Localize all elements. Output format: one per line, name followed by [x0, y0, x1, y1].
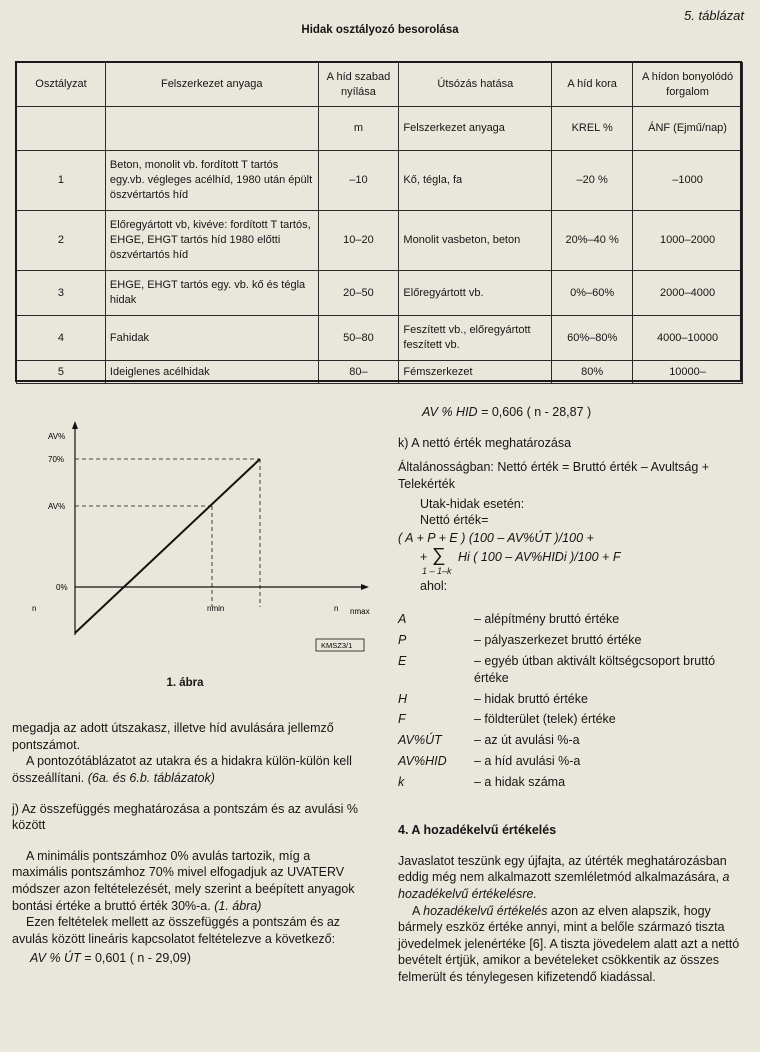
table-cell: 60%–80% — [552, 316, 633, 361]
header-cell: Osztályzat — [17, 63, 106, 107]
definition-symbol: H — [398, 691, 408, 706]
left-column — [12, 720, 362, 966]
table-cell: EHGE, EHGT tartós egy. vb. kő és tégla hidak — [105, 271, 318, 316]
left-paragraph-4: Ezen feltételek mellett az összefüggés a pontszám és az avulás között lineáris kapcsolatot feltételezve a következő: — [12, 915, 341, 946]
definition-row — [398, 711, 738, 728]
right-paragraph-2-b: azon az elven alapszik, hogy bármely eszköz értéke annyi, mint a belőle származó tiszta jövedelmek jelenértéke [6]. A tiszta jövedelem alatt azt a nettó bevételt értjük, amikor a bevételeket csökkentik az összes felmerült és ténylegesen kifizetendő kiadással. — [398, 903, 740, 984]
table-cell: Beton, monolit vb. fordított T tartós egy.vb. végleges acélhíd, 1980 után épült öszvértartós híd — [105, 151, 318, 211]
definition-symbol: F — [398, 712, 406, 727]
table-cell: 4 — [17, 316, 106, 361]
y-tick-av: AV% — [48, 502, 66, 511]
definition-description: – a hidak száma — [474, 775, 566, 789]
formula-hid-lhs: AV % HID = — [422, 405, 492, 419]
subheader-cell: Felszerkezet anyaga — [399, 107, 552, 151]
formula-ut-lhs: AV % ÚT = — [30, 950, 95, 965]
table-row — [17, 361, 743, 384]
definition-description: – pályaszerkezet bruttó értéke — [474, 632, 642, 647]
table-cell: 1 — [17, 151, 106, 211]
table-cell: Fahidak — [105, 316, 318, 361]
subheader-cell — [105, 107, 318, 151]
left-paragraph-1: megadja az adott útszakasz, illetve híd avulására jellemző pontszámot. — [12, 721, 334, 752]
table-cell: 10–20 — [318, 211, 399, 271]
table-row — [17, 271, 743, 316]
table-row — [17, 316, 743, 361]
header-cell: A híd szabad nyílása — [318, 63, 399, 107]
table-row — [17, 151, 743, 211]
table-cell: 3 — [17, 271, 106, 316]
table-header-row — [17, 63, 743, 107]
formula-hid — [398, 404, 743, 421]
x-tick-n: n — [32, 604, 37, 613]
definition-description: – egyéb útban aktivált költségcsoport bruttó értéke — [474, 653, 716, 685]
formula-line-2-text: Hi ( 100 – AV%HIDi )/100 + F — [458, 550, 621, 565]
formula-ut-rhs: 0,601 ( n - 29,09) — [94, 950, 191, 965]
table-cell: 20–50 — [318, 271, 399, 316]
definition-symbol: P — [398, 632, 407, 647]
table-cell: Kő, tégla, fa — [399, 151, 552, 211]
definition-row — [398, 753, 738, 770]
table-cell: 1000–2000 — [633, 211, 743, 271]
left-paragraph-2 — [12, 753, 362, 786]
table-cell: 5 — [17, 361, 106, 384]
subheader-cell: m — [318, 107, 399, 151]
formula-hid-rhs: 0,606 ( n - 28,87 ) — [491, 405, 592, 419]
definition-list — [398, 611, 738, 795]
definition-row — [398, 632, 738, 649]
y-axis-label: AV% — [48, 432, 66, 441]
section-k-heading: k) A nettó érték meghatározása — [398, 435, 572, 450]
header-cell: A híd kora — [552, 63, 633, 107]
table-cell: 2000–4000 — [633, 271, 743, 316]
table-cell: –10 — [318, 151, 399, 211]
roads-label: Utak-hidak esetén: — [420, 496, 525, 511]
section-4-heading: 4. A hozadékelvű értékelés — [398, 823, 557, 837]
definition-symbol: A — [398, 612, 407, 626]
y-tick-0: 0% — [56, 583, 68, 592]
table-cell: 2 — [17, 211, 106, 271]
table-title: Hidak osztályozó besorolása — [301, 24, 459, 36]
right-column-bottom — [398, 822, 740, 986]
left-paragraph-3 — [12, 848, 362, 915]
linear-relation-line — [75, 459, 260, 633]
left-paragraph-3-text: A minimális pontszámhoz 0% avulás tartozik, míg a maximális pontszámhoz 70% mivel elfogadjuk az UVATERV módszer azon feltételezését, mely szerint a beépített anyagok bontási értéke a bruttó érték 30%-a. — [12, 848, 355, 913]
formula-line-1: ( A + P + E ) (100 – AV%ÚT )/100 + — [398, 530, 594, 545]
right-paragraph-2-a: A — [412, 903, 424, 918]
definition-description: – az út avulási %-a — [474, 733, 580, 748]
plus-sign: + — [420, 550, 428, 565]
definition-symbol: AV%HID — [398, 754, 447, 769]
table-cell: 20%–40 % — [552, 211, 633, 271]
table-subheader-row — [17, 107, 743, 151]
right-paragraph-2 — [398, 903, 740, 986]
table-row — [17, 211, 743, 271]
formula-ut — [12, 950, 362, 967]
right-paragraph-1-term: a hozadékelvű értékelésre. — [398, 870, 730, 901]
definition-description: – alépítmény bruttó értéke — [474, 612, 620, 626]
table-cell: 80– — [318, 361, 399, 384]
table-cell: Monolit vasbeton, beton — [399, 211, 552, 271]
definition-symbol: E — [398, 653, 407, 668]
table-cell: 50–80 — [318, 316, 399, 361]
table-cell: Ideiglenes acélhidak — [105, 361, 318, 384]
table-cell: Feszített vb., előregyártott feszített vb. — [399, 316, 552, 361]
figure-1-chart — [20, 415, 380, 695]
table-cell: –1000 — [633, 151, 743, 211]
sum-index: 1 – 1–k — [422, 566, 452, 577]
classification-table — [16, 62, 743, 384]
x-axis-arrow-icon — [361, 584, 369, 590]
definition-row — [398, 611, 738, 628]
definition-row — [398, 774, 738, 791]
table-cell: –20 % — [552, 151, 633, 211]
right-paragraph-1-text: Javaslatot teszünk egy újfajta, az útérték meghatározásban eddig még nem alkalmazott szemléletmód alkalmazására, — [398, 853, 727, 885]
right-paragraph-2-term: hozadékelvű értékelés — [423, 903, 548, 918]
figure-caption: 1. ábra — [166, 677, 204, 689]
sum-icon: ∑ — [432, 545, 446, 567]
table-cell: Előregyártott vb, kivéve: fordított T tartós, EHGE, EHGT tartós híd 1980 előtti öszvértartós híd — [105, 211, 318, 271]
x-tick-nmin: nmin — [207, 604, 225, 613]
formula-line-2 — [398, 546, 743, 578]
header-cell: A hídon bonyolódó forgalom — [633, 63, 743, 107]
x-tick-n2: n — [334, 604, 339, 613]
x-tick-nmax: nmax — [350, 607, 370, 616]
definition-symbol: k — [398, 775, 405, 789]
header-cell: Felszerkezet anyaga — [105, 63, 318, 107]
table-cell: 4000–10000 — [633, 316, 743, 361]
table-cell: 80% — [552, 361, 633, 384]
ahol-label: ahol: — [420, 579, 448, 594]
net-label: Nettó érték= — [420, 513, 489, 528]
figure-code: KMSZ3/1 — [321, 641, 353, 650]
y-tick-70: 70% — [48, 455, 65, 464]
table-cell: 0%–60% — [552, 271, 633, 316]
left-paragraph-3-ref: (1. ábra) — [214, 898, 262, 913]
definition-row — [398, 732, 738, 749]
definition-row — [398, 653, 738, 687]
definition-description: – földterület (telek) értéke — [474, 712, 616, 727]
table-cell: 10000– — [633, 361, 743, 384]
table-cell: Fémszerkezet — [399, 361, 552, 384]
subheader-cell: ÁNF (Ejmű/nap) — [633, 107, 743, 151]
left-paragraph-2-text: A pontozótáblázatot az utakra és a hidakra külön-külön kell összeállítani. — [12, 754, 352, 785]
right-paragraph-1 — [398, 853, 740, 903]
y-axis-arrow-icon — [72, 421, 78, 429]
general-formula: Általánosságban: Nettó érték = Bruttó érték – Avultság + Telekérték — [398, 460, 710, 491]
definition-description: – a híd avulási %-a — [474, 754, 581, 769]
right-column-top — [398, 404, 743, 595]
table-cell: Előregyártott vb. — [399, 271, 552, 316]
subheader-cell — [17, 107, 106, 151]
section-j-heading: j) Az összefüggés meghatározása a pontszám és az avulási % között — [12, 801, 359, 833]
left-paragraph-2-ref: (6a. és 6.b. táblázatok) — [87, 770, 215, 785]
header-cell: Útsózás hatása — [399, 63, 552, 107]
definition-description: – hidak bruttó értéke — [474, 691, 588, 706]
definition-row — [398, 691, 738, 708]
subheader-cell: KREL % — [552, 107, 633, 151]
table-number-label: 5. táblázat — [684, 8, 744, 23]
definition-symbol: AV%ÚT — [398, 733, 442, 748]
